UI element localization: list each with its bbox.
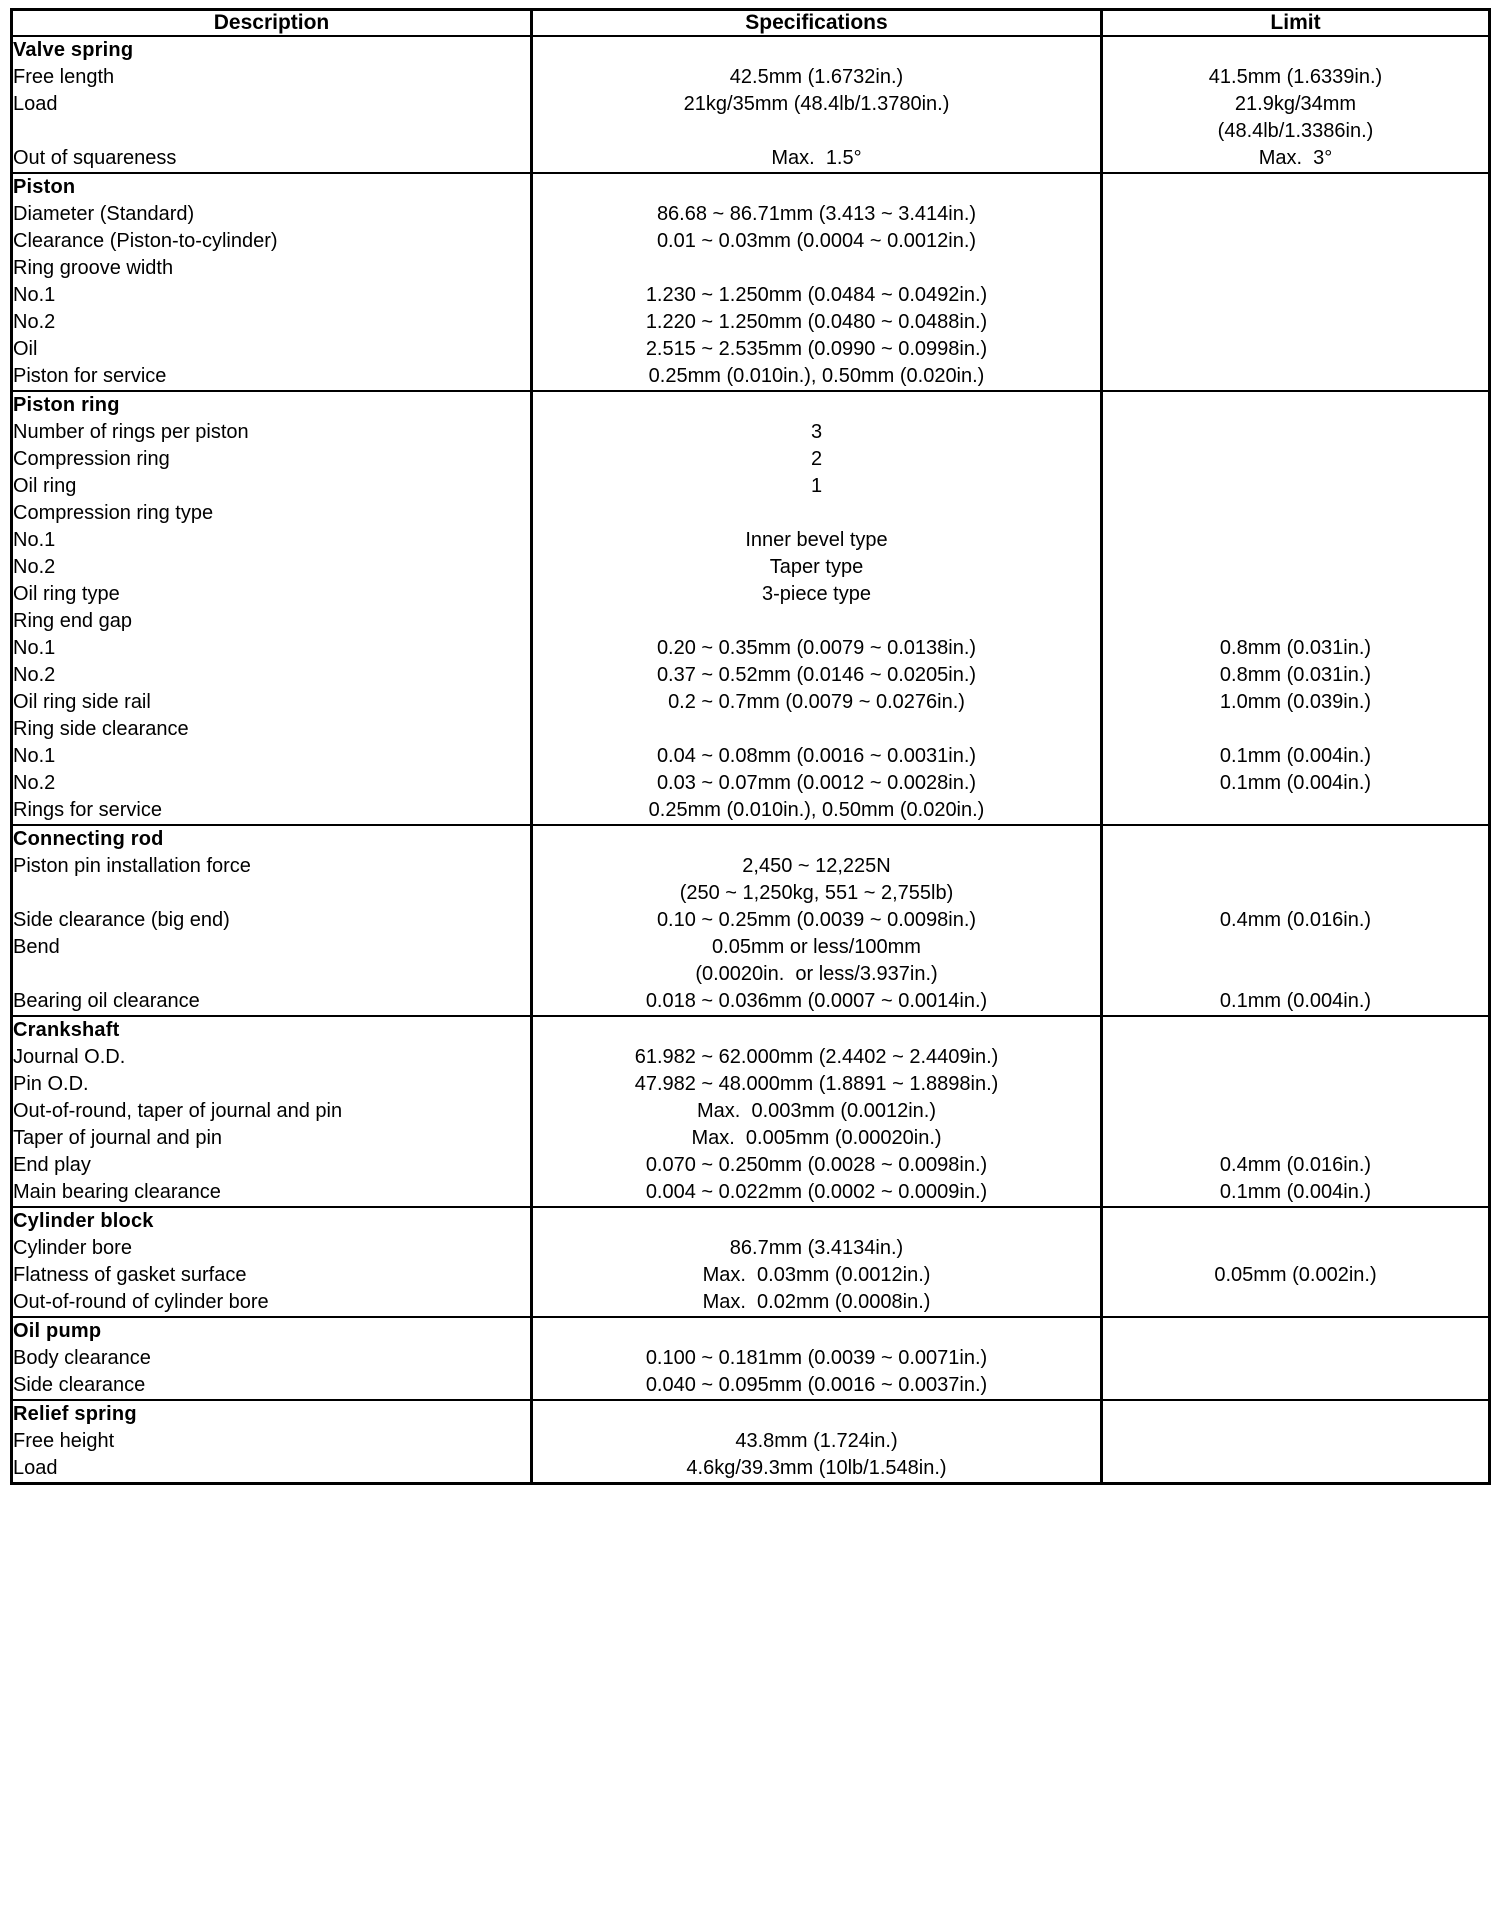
table-row [12, 173, 1490, 391]
group-title: Crankshaft [13, 1019, 120, 1041]
specification-line: Max. 0.003mm (0.0012in.) [697, 1100, 936, 1122]
cell-limit [1102, 1400, 1490, 1484]
cell-specifications [532, 1400, 1102, 1484]
description-line: Rings for service [13, 799, 162, 821]
spacer-line [1103, 880, 1488, 907]
table-row [12, 1400, 1490, 1484]
description-line: Side clearance [13, 1374, 146, 1396]
description-line: No.1 [13, 529, 56, 551]
description-line: Oil [13, 338, 38, 360]
spacer-line [1103, 853, 1488, 880]
limit-line: 21.9kg/34mm [1234, 93, 1357, 115]
specification-line: (0.0020in. or less/3.937in.) [695, 963, 938, 985]
description-line: Ring groove width [13, 257, 174, 279]
spacer-line [1103, 1098, 1488, 1125]
specification-line: 2 [810, 448, 823, 470]
limit-line: 41.5mm (1.6339in.) [1208, 66, 1383, 88]
specification-line: 0.03 ~ 0.07mm (0.0012 ~ 0.0028in.) [656, 772, 977, 794]
description-line: Load [13, 93, 58, 115]
spacer-line [533, 1208, 1100, 1235]
specification-line: Max. 0.02mm (0.0008in.) [702, 1291, 931, 1313]
spacer-line [1103, 473, 1488, 500]
spacer-line [533, 500, 1100, 527]
specification-line: 0.25mm (0.010in.), 0.50mm (0.020in.) [648, 799, 985, 821]
description-line: No.2 [13, 556, 56, 578]
description-line: Clearance (Piston-to-cylinder) [13, 230, 278, 252]
spacer-line [1103, 1401, 1488, 1428]
spacer-line [533, 255, 1100, 282]
spacer-line [1103, 716, 1488, 743]
spacer-line [1103, 934, 1488, 961]
cell-limit [1102, 1016, 1490, 1207]
specification-line: 3-piece type [762, 583, 871, 605]
cell-limit [1102, 36, 1490, 173]
spacer-line [533, 1318, 1100, 1345]
specification-line: 0.01 ~ 0.03mm (0.0004 ~ 0.0012in.) [656, 230, 977, 252]
description-line: Out of squareness [13, 147, 177, 169]
group-title: Piston ring [13, 394, 120, 416]
cell-specifications [532, 1207, 1102, 1317]
limit-line: 0.1mm (0.004in.) [1219, 745, 1372, 767]
specification-line: 21kg/35mm (48.4lb/1.3780in.) [683, 93, 950, 115]
limit-line: 0.8mm (0.031in.) [1219, 664, 1372, 686]
limit-line: 1.0mm (0.039in.) [1219, 691, 1372, 713]
specification-line: 3 [810, 421, 823, 443]
description-line: Ring end gap [13, 610, 132, 632]
description-line: No.2 [13, 772, 56, 794]
specification-line: 0.018 ~ 0.036mm (0.0007 ~ 0.0014in.) [645, 990, 988, 1012]
specification-line: 43.8mm (1.724in.) [735, 1430, 898, 1452]
specification-line: 0.05mm or less/100mm [712, 936, 921, 958]
spacer-line [533, 1401, 1100, 1428]
specification-line: 0.004 ~ 0.022mm (0.0002 ~ 0.0009in.) [645, 1181, 988, 1203]
cell-specifications [532, 1016, 1102, 1207]
cell-limit [1102, 391, 1490, 825]
cell-description [12, 1317, 532, 1400]
description-line: Taper of journal and pin [13, 1127, 223, 1149]
spacer-line [1103, 826, 1488, 853]
table-row [12, 391, 1490, 825]
spacer-line [1103, 37, 1488, 64]
description-line: Cylinder bore [13, 1237, 132, 1259]
specification-line: Max. 0.03mm (0.0012in.) [702, 1264, 931, 1286]
spacer-line [1103, 797, 1488, 824]
spacer-line [1103, 174, 1488, 201]
spacer-line [1103, 1318, 1488, 1345]
spacer-line [1103, 1044, 1488, 1071]
spacer-line [1103, 392, 1488, 419]
spacer-line [1103, 419, 1488, 446]
limit-line: 0.4mm (0.016in.) [1219, 909, 1372, 931]
column-header-limit: Limit [1102, 10, 1490, 37]
description-line: Out-of-round of cylinder bore [13, 1291, 269, 1313]
cell-specifications [532, 36, 1102, 173]
specification-line: (250 ~ 1,250kg, 551 ~ 2,755lb) [679, 882, 954, 904]
spacer-line [1103, 500, 1488, 527]
description-line: End play [13, 1154, 91, 1176]
spacer-line [533, 118, 1100, 145]
cell-specifications [532, 825, 1102, 1016]
specification-line: 1.220 ~ 1.250mm (0.0480 ~ 0.0488in.) [645, 311, 988, 333]
specification-line: 2,450 ~ 12,225N [742, 855, 891, 877]
table-header-row [12, 10, 1490, 37]
specification-line: Taper type [769, 556, 864, 578]
spacer-line [13, 961, 530, 988]
spacer-line [1103, 1017, 1488, 1044]
spacer-line [1103, 608, 1488, 635]
description-line: Free length [13, 66, 115, 88]
specification-line: 86.68 ~ 86.71mm (3.413 ~ 3.414in.) [656, 203, 977, 225]
description-line: Journal O.D. [13, 1046, 126, 1068]
engine-specifications-table [10, 8, 1491, 1485]
specification-line: 42.5mm (1.6732in.) [729, 66, 904, 88]
specification-line: 0.04 ~ 0.08mm (0.0016 ~ 0.0031in.) [656, 745, 977, 767]
specification-line: 86.7mm (3.4134in.) [729, 1237, 904, 1259]
description-line: Side clearance (big end) [13, 909, 230, 931]
spacer-line [1103, 1071, 1488, 1098]
spacer-line [533, 1017, 1100, 1044]
spacer-line [533, 716, 1100, 743]
limit-line: 0.8mm (0.031in.) [1219, 637, 1372, 659]
spacer-line [533, 174, 1100, 201]
description-line: Out-of-round, taper of journal and pin [13, 1100, 343, 1122]
spacer-line [1103, 961, 1488, 988]
specification-line: 61.982 ~ 62.000mm (2.4402 ~ 2.4409in.) [634, 1046, 999, 1068]
cell-description [12, 825, 532, 1016]
spacer-line [1103, 554, 1488, 581]
description-line: No.2 [13, 664, 56, 686]
cell-description [12, 1207, 532, 1317]
cell-specifications [532, 391, 1102, 825]
specification-line: 0.100 ~ 0.181mm (0.0039 ~ 0.0071in.) [645, 1347, 988, 1369]
table-row [12, 36, 1490, 173]
spacer-line [1103, 1235, 1488, 1262]
group-title: Cylinder block [13, 1210, 154, 1232]
description-line: No.2 [13, 311, 56, 333]
spacer-line [533, 392, 1100, 419]
specification-line: Max. 1.5° [771, 147, 862, 169]
group-title: Connecting rod [13, 828, 164, 850]
group-title: Piston [13, 176, 76, 198]
cell-description [12, 1016, 532, 1207]
description-line: Number of rings per piston [13, 421, 249, 443]
specification-line: 0.10 ~ 0.25mm (0.0039 ~ 0.0098in.) [656, 909, 977, 931]
spacer-line [1103, 1289, 1488, 1316]
limit-line: Max. 3° [1258, 147, 1333, 169]
limit-line: 0.05mm (0.002in.) [1214, 1264, 1377, 1286]
limit-line: 0.1mm (0.004in.) [1219, 990, 1372, 1012]
description-line: Body clearance [13, 1347, 151, 1369]
specification-line: 0.25mm (0.010in.), 0.50mm (0.020in.) [648, 365, 985, 387]
cell-limit [1102, 825, 1490, 1016]
specification-line: 0.20 ~ 0.35mm (0.0079 ~ 0.0138in.) [656, 637, 977, 659]
cell-description [12, 391, 532, 825]
cell-description [12, 1400, 532, 1484]
group-title: Relief spring [13, 1403, 137, 1425]
description-line: Oil ring type [13, 583, 120, 605]
description-line: Ring side clearance [13, 718, 189, 740]
cell-limit [1102, 1207, 1490, 1317]
table-header [12, 10, 1490, 37]
description-line: Piston for service [13, 365, 167, 387]
specification-line: 1 [810, 475, 823, 497]
description-line: Oil ring side rail [13, 691, 151, 713]
specification-line: 0.070 ~ 0.250mm (0.0028 ~ 0.0098in.) [645, 1154, 988, 1176]
description-line: No.1 [13, 284, 56, 306]
description-line: No.1 [13, 745, 56, 767]
limit-line: (48.4lb/1.3386in.) [1217, 120, 1374, 142]
cell-specifications [532, 173, 1102, 391]
spacer-line [533, 608, 1100, 635]
limit-line: 0.1mm (0.004in.) [1219, 1181, 1372, 1203]
limit-line: 0.4mm (0.016in.) [1219, 1154, 1372, 1176]
description-line: Piston pin installation force [13, 855, 251, 877]
specification-line: 1.230 ~ 1.250mm (0.0484 ~ 0.0492in.) [645, 284, 988, 306]
description-line: Compression ring [13, 448, 170, 470]
group-title: Valve spring [13, 39, 134, 61]
description-line: Bearing oil clearance [13, 990, 200, 1012]
cell-specifications [532, 1317, 1102, 1400]
description-line: Free height [13, 1430, 115, 1452]
cell-description [12, 173, 532, 391]
table-body [12, 36, 1490, 1484]
table-row [12, 1317, 1490, 1400]
specification-line: 4.6kg/39.3mm (10lb/1.548in.) [686, 1457, 947, 1479]
spacer-line [533, 826, 1100, 853]
column-header-description: Description [12, 10, 532, 37]
table-row [12, 1207, 1490, 1317]
description-line: Compression ring type [13, 502, 214, 524]
spacer-line [1103, 527, 1488, 554]
specification-line: Inner bevel type [745, 529, 888, 551]
description-line: Load [13, 1457, 58, 1479]
specification-line: 0.37 ~ 0.52mm (0.0146 ~ 0.0205in.) [656, 664, 977, 686]
spacer-line [1103, 1125, 1488, 1152]
description-line: Main bearing clearance [13, 1181, 221, 1203]
cell-description [12, 36, 532, 173]
limit-line: 0.1mm (0.004in.) [1219, 772, 1372, 794]
specification-line: 47.982 ~ 48.000mm (1.8891 ~ 1.8898in.) [634, 1073, 999, 1095]
group-title: Oil pump [13, 1320, 102, 1342]
description-line: Pin O.D. [13, 1073, 89, 1095]
spacer-line [13, 880, 530, 907]
specification-line: 0.040 ~ 0.095mm (0.0016 ~ 0.0037in.) [645, 1374, 988, 1396]
cell-limit [1102, 1317, 1490, 1400]
spacer-line [533, 37, 1100, 64]
description-line: No.1 [13, 637, 56, 659]
specification-line: 0.2 ~ 0.7mm (0.0079 ~ 0.0276in.) [668, 691, 965, 713]
spacer-line [1103, 446, 1488, 473]
column-header-specifications: Specifications [532, 10, 1102, 37]
spacer-line [1103, 1208, 1488, 1235]
description-line: Bend [13, 936, 60, 958]
table-row [12, 825, 1490, 1016]
specification-line: 2.515 ~ 2.535mm (0.0990 ~ 0.0998in.) [645, 338, 988, 360]
cell-limit [1102, 173, 1490, 391]
table-row [12, 1016, 1490, 1207]
specification-line: Max. 0.005mm (0.00020in.) [691, 1127, 942, 1149]
description-line: Oil ring [13, 475, 77, 497]
description-line: Diameter (Standard) [13, 203, 195, 225]
description-line: Flatness of gasket surface [13, 1264, 247, 1286]
spacer-line [13, 118, 530, 145]
spacer-line [1103, 581, 1488, 608]
